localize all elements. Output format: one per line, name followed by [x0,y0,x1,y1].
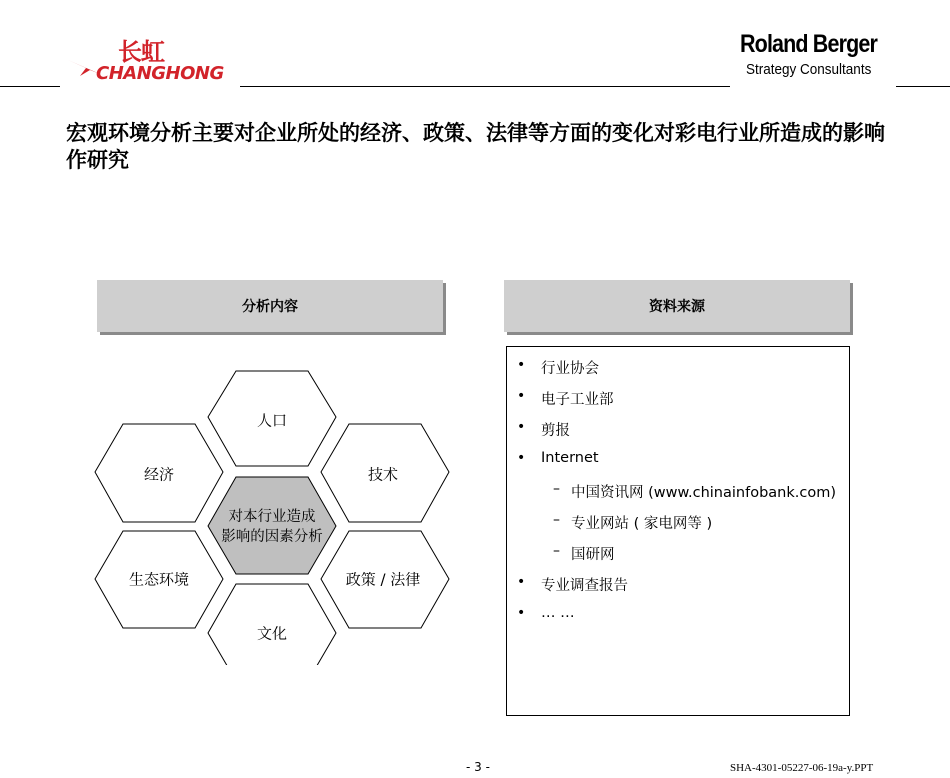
bullet: • [517,357,526,373]
header-rule-left [0,86,60,87]
roland-berger-name: Roland Berger [740,30,877,58]
source-subitem: 中国资讯网 (www.chinainfobank.com) [571,485,836,501]
source-item: … … [541,605,575,621]
header-rule-right [896,86,950,87]
changhong-logo-en: CHANGHONG [96,63,224,84]
changhong-logo [66,30,236,88]
source-item: 专业调查报告 [541,578,628,594]
bullet: • [517,388,526,404]
hex-label-ecology: 生态环境 [128,570,190,589]
file-name: SHA-4301-05227-06-19a-y.PPT [730,762,874,774]
hex-label-policy-law: 政策 / 法律 [345,570,421,589]
hexagon-diagram [90,365,450,665]
source-item: 剪报 [541,423,570,439]
page-number: - 3 - [466,760,490,774]
source-subitem: 国研网 [571,547,615,563]
header-rule-middle [240,86,730,87]
hex-label-economy: 经济 [143,465,175,484]
bullet: • [517,419,526,435]
hex-label-technology: 技术 [367,465,399,484]
source-item: Internet [541,450,599,466]
data-source-header: 资料来源 [504,280,850,332]
source-item: 电子工业部 [541,392,614,408]
bullet: • [517,605,526,621]
dash: – [553,543,560,559]
analysis-content-header: 分析内容 [97,280,443,332]
hex-center-line1: 对本行业造成 [228,509,316,525]
hex-label-center [221,507,323,547]
hex-label-population: 人口 [256,411,288,430]
source-subitem: 专业网站 ( 家电网等 ) [571,516,713,532]
changhong-logo-cn: 长虹 [118,38,164,66]
dash: – [553,512,560,528]
bullet: • [517,574,526,590]
source-item: 行业协会 [541,361,599,377]
roland-berger-logo [740,30,890,82]
page-title: 宏观环境分析主要对企业所处的经济、政策、法律等方面的变化对彩电行业所造成的影响作研究 [66,121,885,172]
dash: – [553,481,560,497]
data-source-list [506,346,850,716]
bullet: • [517,450,526,466]
hex-label-culture: 文化 [256,624,288,643]
roland-berger-subtitle: Strategy Consultants [746,61,872,78]
hex-center-line2: 影响的因素分析 [221,529,323,545]
